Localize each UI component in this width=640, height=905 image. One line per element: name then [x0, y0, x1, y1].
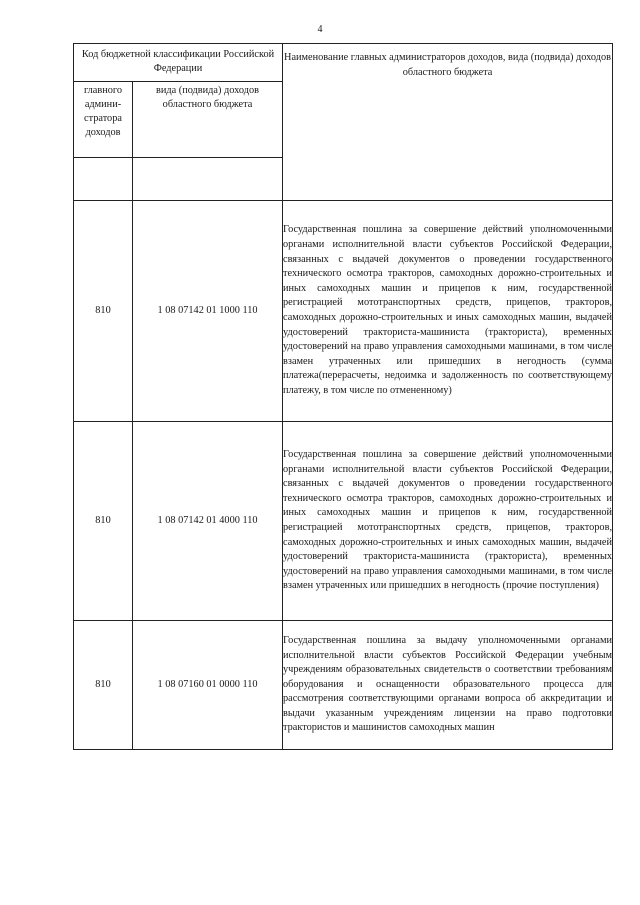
admin-code-cell: 810 — [74, 201, 133, 422]
header-income-type-column: вида (подвида) доходов областного бюджета — [133, 82, 283, 158]
page-number: 4 — [317, 24, 323, 35]
spacer-cell — [133, 158, 283, 201]
table-row — [74, 201, 613, 422]
header-name-column: Наименование главных администраторов доходов, вида (подвида) доходов областного бюджета — [283, 44, 613, 201]
budget-code-cell: 1 08 07142 01 4000 110 — [133, 422, 283, 621]
budget-code-cell: 1 08 07160 01 0000 110 — [133, 621, 283, 750]
budget-code-cell: 1 08 07142 01 1000 110 — [133, 201, 283, 422]
header-admin-column: главного админи-стратора доходов — [74, 82, 133, 158]
header-code-group: Код бюджетной классификации Российской Федерации — [74, 44, 283, 82]
description-cell: Государственная пошлина за выдачу уполномоченными органами исполнительной власти субъектов Российской Федерации учебным учреждениям образовательных свидетельств о соответствии требованиям оборудования и оснащенности образовательного процесса для рассмотрения соответствующими органами вопроса об аккредитации и выдачи указанным учреждениям лицензии на право подготовки трактористов и машинистов самоходных машин — [283, 621, 613, 750]
budget-classification-table — [73, 43, 613, 750]
spacer-cell — [74, 158, 133, 201]
table-header-row — [74, 44, 613, 82]
description-cell: Государственная пошлина за совершение действий уполномоченными органами исполнительной власти субъектов Российской Федерации, связанных с выдачей документов о проведении государственного технического осмотра тракторов, самоходных дорожно-строительных и иных самоходных машин и прицепов к ним, государственной регистрацией мототранспортных средств, прицепов, тракторов, самоходных дорожно-строительных и иных самоходных машин, выдачей удостоверений тракториста-машиниста (тракториста), временных удостоверений на право управления самоходными машинами, в том числе взамен утраченных или пришедших в негодность (сумма платежа(перерасчеты, недоимка и задолженность по соответствующему платежу, в том числе по отмененному) — [283, 201, 613, 422]
table-row — [74, 422, 613, 621]
table-row — [74, 621, 613, 750]
admin-code-cell: 810 — [74, 422, 133, 621]
admin-code-cell: 810 — [74, 621, 133, 750]
description-cell: Государственная пошлина за совершение действий уполномоченными органами исполнительной власти субъектов Российской Федерации, связанных с выдачей документов о проведении государственного технического осмотра тракторов, самоходных дорожно-строительных и иных самоходных машин и прицепов к ним, государственной регистрацией мототранспортных средств, прицепов, тракторов, самоходных дорожно-строительных и иных самоходных машин, выдачей удостоверений тракториста-машиниста (тракториста), временных удостоверений на право управления самоходными машинами, в том числе взамен утраченных или пришедших в негодность (прочие поступления) — [283, 422, 613, 621]
